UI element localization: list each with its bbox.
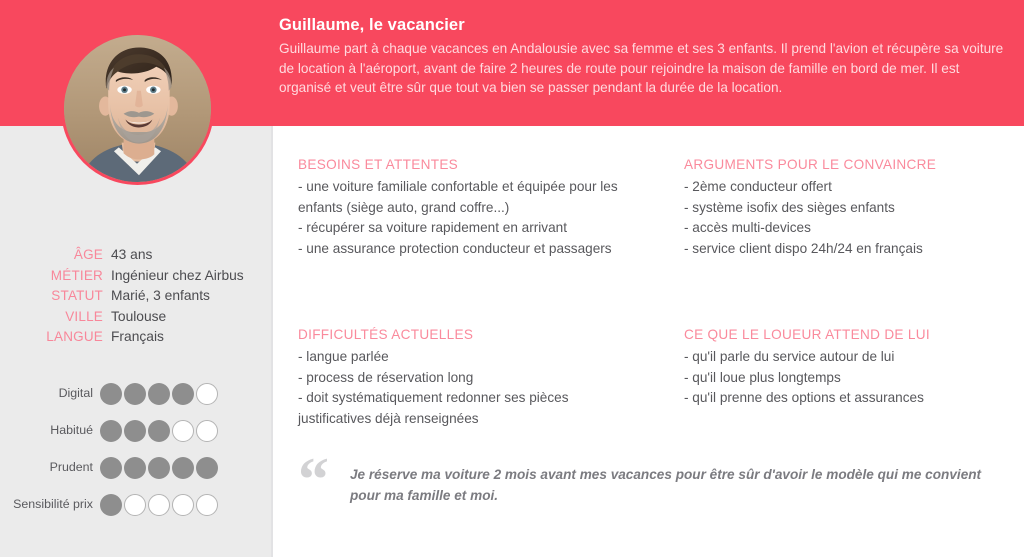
rating-dots	[100, 457, 218, 479]
attribute-value-ville: Toulouse	[111, 308, 167, 324]
section-title: CE QUE LE LOUEUR ATTEND DE LUI	[684, 327, 930, 342]
rating-dot-empty	[148, 494, 170, 516]
rating-dot-filled	[100, 420, 122, 442]
header-text-group	[279, 15, 1013, 98]
section-items	[684, 177, 1024, 259]
rating-dot-filled	[196, 457, 218, 479]
rating-dot-empty	[172, 494, 194, 516]
attribute-list	[0, 247, 271, 350]
quote-text: Je réserve ma voiture 2 mois avant mes vacances pour être sûr d'avoir le modèle qui me convient pour ma famille et moi.	[350, 467, 982, 503]
avatar	[61, 32, 214, 185]
list-item: - doit systématiquement redonner ses pièces justificatives déjà renseignées	[298, 390, 569, 426]
rating-dot-filled	[124, 383, 146, 405]
section-title: BESOINS ET ATTENTES	[298, 157, 459, 172]
rating-label: Prudent	[49, 460, 93, 474]
rating-dot-empty	[124, 494, 146, 516]
list-item: - process de réservation long	[298, 369, 474, 385]
attribute-label-ville: VILLE	[65, 308, 103, 324]
section-ce-que-le-loueur-attend-de-lui	[684, 327, 1024, 409]
list-item: - langue parlée	[298, 349, 389, 364]
list-item: - 2ème conducteur offert	[684, 179, 832, 194]
rating-row-prudent	[0, 449, 271, 486]
rating-dots	[100, 383, 218, 405]
attribute-label-metier: MÉTIER	[50, 267, 103, 283]
quote-mark-icon: “	[298, 446, 329, 514]
section-besoins-et-attentes	[298, 157, 643, 259]
rating-dot-filled	[148, 457, 170, 479]
rating-dot-empty	[196, 420, 218, 442]
rating-dot-filled	[100, 494, 122, 516]
rating-list	[0, 375, 271, 523]
section-items	[684, 347, 1024, 409]
rating-dot-empty	[196, 494, 218, 516]
attribute-row	[0, 268, 271, 289]
attribute-label-statut: STATUT	[51, 288, 103, 303]
section-title: ARGUMENTS POUR LE CONVAINCRE	[684, 157, 937, 172]
rating-dot-empty	[172, 420, 194, 442]
rating-dot-filled	[148, 420, 170, 442]
persona-quote	[298, 446, 998, 514]
list-item: - qu'il loue plus longtemps	[684, 369, 841, 385]
rating-dot-filled	[124, 457, 146, 479]
rating-dots	[100, 494, 218, 516]
page-title: Guillaume, le vacancier	[279, 16, 465, 34]
list-item: - service client dispo 24h/24 en français	[684, 240, 923, 256]
attribute-value-age: 43 ans	[111, 247, 153, 262]
avatar-portrait-icon	[64, 35, 211, 182]
attribute-label-langue: LANGUE	[46, 329, 103, 344]
rating-row-sensibilite-prix	[0, 486, 271, 523]
attribute-label-age: ÂGE	[73, 247, 103, 262]
rating-dot-filled	[124, 420, 146, 442]
section-items	[298, 347, 643, 429]
attribute-row	[0, 329, 271, 350]
section-arguments-pour-le-convaincre	[684, 157, 1024, 259]
rating-dots	[100, 420, 218, 442]
list-item: - récupérer sa voiture rapidement en arrivant	[298, 220, 567, 235]
rating-row-digital	[0, 375, 271, 412]
list-item: - une voiture familiale confortable et équipée pour les enfants (siège auto, grand coffre...)	[298, 179, 618, 215]
attribute-row	[0, 288, 271, 309]
rating-dot-filled	[148, 383, 170, 405]
attribute-row	[0, 309, 271, 330]
attribute-value-statut: Marié, 3 enfants	[111, 288, 210, 303]
rating-row-habitue	[0, 412, 271, 449]
section-difficultes-actuelles	[298, 327, 643, 429]
attribute-value-metier: Ingénieur chez Airbus	[111, 267, 244, 283]
list-item: - qu'il parle du service autour de lui	[684, 349, 895, 364]
avatar-photo	[64, 35, 211, 182]
list-item: - une assurance protection conducteur et passagers	[298, 240, 612, 256]
rating-dot-filled	[172, 383, 194, 405]
attribute-value-langue: Français	[111, 329, 164, 344]
rating-dot-empty	[196, 383, 218, 405]
content-panel	[273, 126, 1024, 557]
rating-label: Habitué	[50, 423, 93, 437]
rating-dot-filled	[172, 457, 194, 479]
list-item: - qu'il prenne des options et assurances	[684, 390, 924, 405]
list-item: - accès multi-devices	[684, 220, 811, 235]
attribute-row	[0, 247, 271, 268]
section-items	[298, 177, 643, 259]
rating-label: Digital	[58, 386, 93, 400]
list-item: - système isofix des sièges enfants	[684, 199, 895, 215]
rating-label: Sensibilité prix	[13, 497, 93, 511]
section-title: DIFFICULTÉS ACTUELLES	[298, 327, 474, 342]
rating-dot-filled	[100, 457, 122, 479]
rating-dot-filled	[100, 383, 122, 405]
persona-description: Guillaume part à chaque vacances en Andalousie avec sa femme et ses 3 enfants. Il prend l'avion et récupère sa voiture de location à l'aéroport, avant de faire 2 heures de route pour rejoindre la maison de famille en bord de mer. Il est organisé et veut être sûr que tout va bien se passer pendant la durée de la location.	[279, 41, 1004, 96]
